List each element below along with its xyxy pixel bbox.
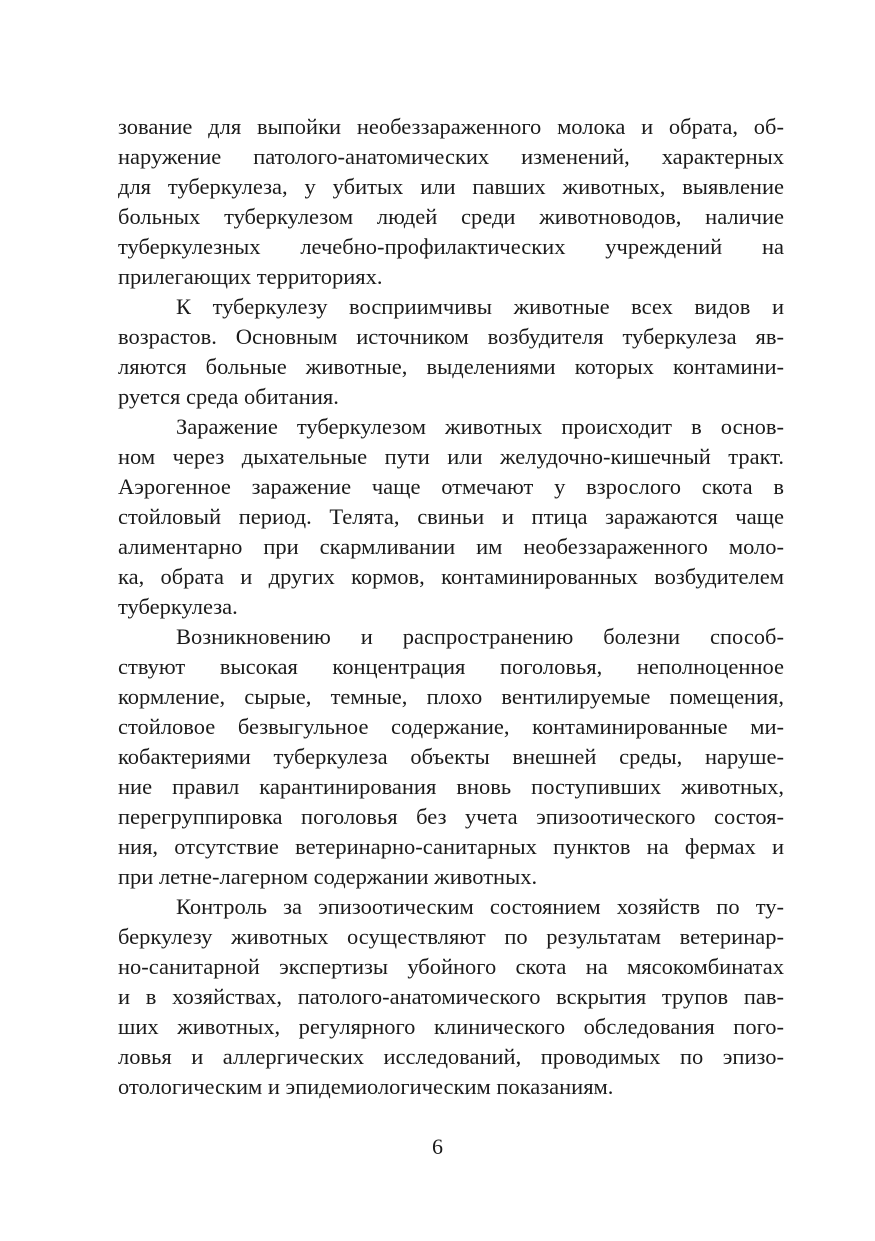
text-line: кобактериями туберкулеза объекты внешней среды, наруше- [118,744,784,769]
text-line: беркулезу животных осуществляют по результатам ветеринар- [118,924,784,949]
text-line: наружение патолого-анатомических изменений, характерных [118,144,784,169]
text-line: ние правил карантинирования вновь поступивших животных, [118,774,784,799]
text-line: и в хозяйствах, патолого-анатомического вскрытия трупов пав- [118,984,784,1009]
text-line: зование для выпойки необеззараженного молока и обрата, об- [118,114,784,139]
text-line: Контроль за эпизоотическим состоянием хозяйств по ту- [176,894,784,919]
text-line: ка, обрата и других кормов, контаминированных возбудителем [118,564,784,589]
text-line: перегруппировка поголовья без учета эпизоотического состоя- [118,804,784,829]
text-line: ляются больные животные, выделениями которых контамини- [118,354,784,379]
text-line: ния, отсутствие ветеринарно-санитарных пунктов на фермах и [118,834,784,859]
text-line: руется среда обитания. [118,384,339,409]
text-line: ловья и аллергических исследований, проводимых по эпизо- [118,1044,784,1069]
text-line: стойловое безвыгульное содержание, контаминированные ми- [118,714,784,739]
text-line: К туберкулезу восприимчивы животные всех видов и [176,294,784,319]
page-number: 6 [432,1134,443,1159]
text-line: прилегающих территориях. [118,264,383,289]
text-line: алиментарно при скармливании им необеззараженного моло- [118,534,784,559]
text-line: для туберкулеза, у убитых или павших животных, выявление [118,174,784,199]
text-line: ствуют высокая концентрация поголовья, неполноценное [118,654,784,679]
text-line: ном через дыхательные пути или желудочно-кишечный тракт. [118,444,784,469]
text-line: Заражение туберкулезом животных происходит в основ- [176,414,784,439]
text-line: туберкулеза. [118,594,238,619]
text-line: но-санитарной экспертизы убойного скота на мясокомбинатах [118,954,784,979]
text-line: кормление, сырые, темные, плохо вентилируемые помещения, [118,684,784,709]
text-line: при летне-лагерном содержании животных. [118,864,538,889]
text-line: стойловый период. Телята, свиньи и птица заражаются чаще [118,504,784,529]
text-line: больных туберкулезом людей среди животноводов, наличие [118,204,784,229]
text-line: Аэрогенное заражение чаще отмечают у взрослого скота в [118,474,784,499]
text-line: Возникновению и распространению болезни способ- [176,624,784,649]
text-line: возрастов. Основным источником возбудителя туберкулеза яв- [118,324,784,349]
text-line: отологическим и эпидемиологическим показаниям. [118,1074,614,1099]
text-line: туберкулезных лечебно-профилактических учреждений на [118,234,784,259]
text-line: ших животных, регулярного клинического обследования пого- [118,1014,784,1039]
